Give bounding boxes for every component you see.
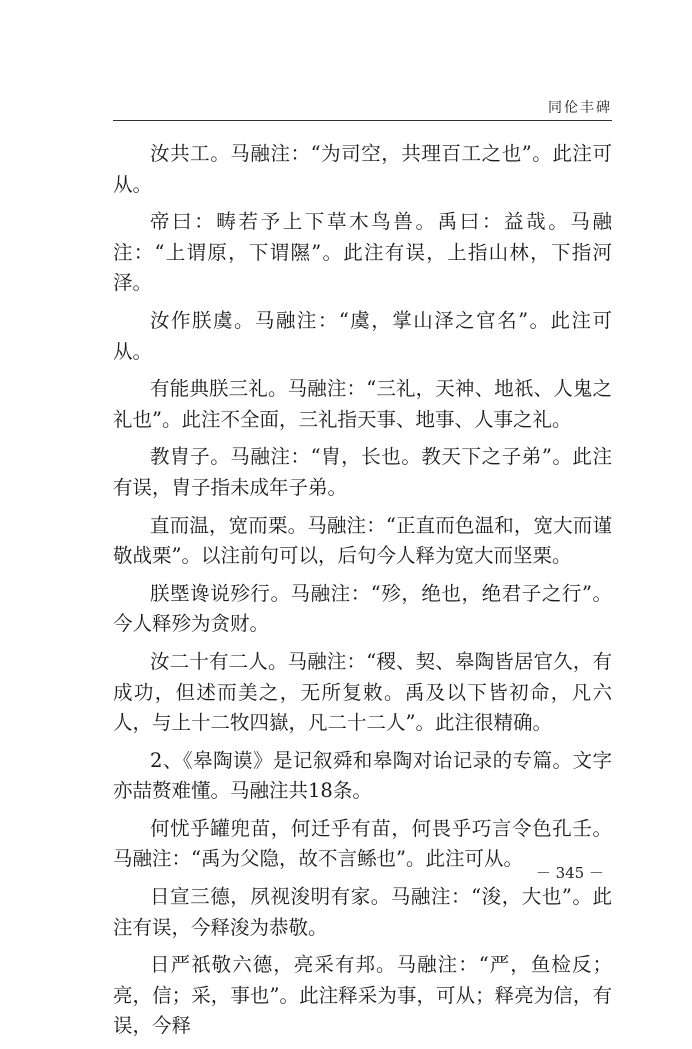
running-header-title: 同伦丰碑 — [548, 100, 612, 116]
paragraph: 汝作朕虞。马融注：“虞，掌山泽之官名”。此注可从。 — [113, 308, 612, 363]
paragraph: 汝共工。马融注：“为司空，共理百工之也”。此注可从。 — [113, 142, 612, 196]
paragraph: 朕塈谗说殄行。马融注：“殄，绝也，绝君子之行”。今人释殄为贪财。 — [113, 581, 612, 636]
paragraph: 有能典朕三礼。马融注：“三礼，天神、地祇、人鬼之礼也”。此注不全面，三礼指天事、地事、人事之礼。 — [113, 377, 612, 431]
paragraph: 教胄子。马融注：“胄，长也。教天下之子弟”。此注有误，胄子指未成年子弟。 — [113, 445, 612, 499]
header-rule — [113, 120, 612, 121]
paragraph: 何忧乎罐兜苗，何迁乎有苗，何畏乎巧言令色孔壬。马融注：“禹为父隐，故不言鲧也”。此注可从。 — [113, 816, 612, 871]
paragraph: 日严祇敬六德，亮采有邦。马融注：“严，鱼检反；亮，信；采，事也”。此注释采为事，可从；释亮为信，有误，今释 — [113, 953, 612, 1038]
paragraph: 直而温，宽而栗。马融注：“正直而色温和，宽大而谨敬战栗”。以注前句可以，后句今人释为宽大而坚栗。 — [113, 513, 612, 568]
paragraph: 日宣三德，夙视浚明有家。马融注：“浚，大也”。此注有误，今释浚为恭敬。 — [113, 885, 612, 939]
page-number: － 345 － — [535, 864, 604, 882]
paragraph: 汝二十有二人。马融注：“稷、契、皋陶皆居官久，有成功，但述而美之，无所复敕。禹及以下皆初命，凡六人，与上十二牧四嶽，凡二十二人”。此注很精确。 — [113, 649, 612, 735]
body-text — [113, 139, 612, 1049]
paragraph: 2、《皋陶谟》是记叙舜和皋陶对诒记录的专篇。文字亦喆赘难懂。马融注共18条。 — [113, 748, 612, 803]
paragraph: 帝曰：畴若予上下草木鸟兽。禹曰：益哉。马融注：“上谓原，下谓隰”。此注有误，上指山林，下指河泽。 — [113, 210, 612, 295]
